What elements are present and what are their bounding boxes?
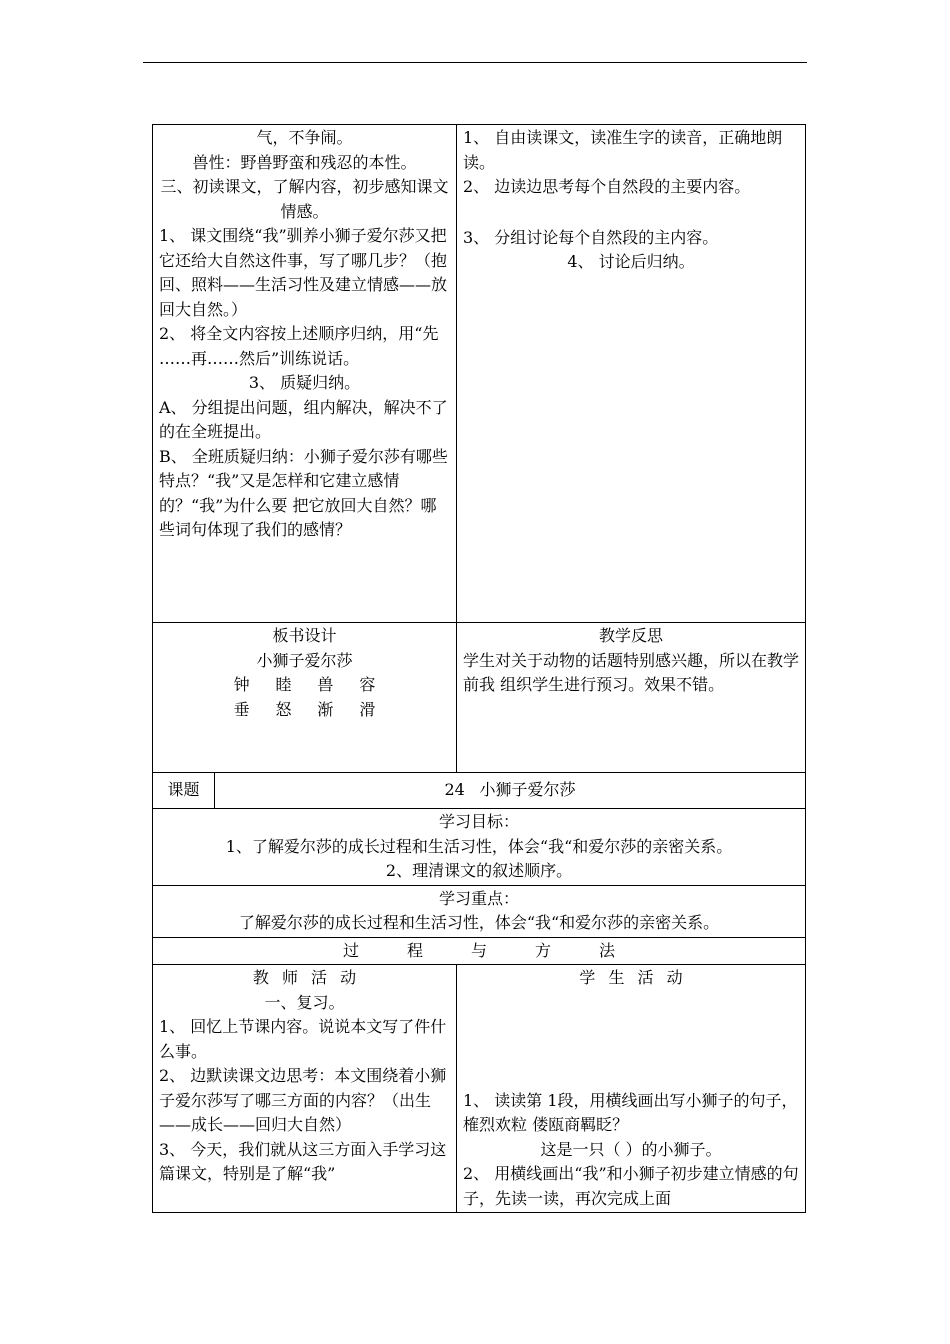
text-line: 2、 用横线画出“我”和小狮子初步建立情感的句子，先读一读，再次完成上面 — [463, 1164, 799, 1208]
lesson-title: 24 小狮子爱尔莎 — [215, 773, 806, 809]
goals-row — [153, 809, 806, 886]
goals-heading: 学习目标： — [438, 812, 519, 831]
process-char: 程 — [406, 940, 423, 960]
section-heading: 三、初读课文，了解内容，初步感知课文情感。 — [160, 177, 449, 221]
text-line: 2、 边读边思考每个自然段的主要内容。 — [463, 177, 751, 196]
text-line: 4、 讨论后归纳。 — [567, 252, 695, 271]
process-char: 过 — [342, 940, 359, 960]
text-line: 1、 回忆上节课内容。说说本文写了件什么事。 — [159, 1017, 447, 1061]
goal-item: 2、理清课文的叙述顺序。 — [385, 861, 573, 880]
board-design-cell — [153, 623, 457, 773]
board-line: 垂 怒 渐 滑 — [233, 699, 376, 719]
text-line: 气，不争闹。 — [256, 128, 353, 147]
text-line: A、 分组提出问题，组内解决，解决不了的在全班提出。 — [159, 397, 448, 441]
text-line: 一、复习。 — [264, 992, 345, 1012]
focus-text: 了解爱尔莎的成长过程和生活习性，体会“我“和爱尔莎的亲密关系。 — [238, 913, 720, 932]
focus-row — [153, 885, 806, 937]
text-line: 3、 分组讨论每个自然段的主内容。 — [463, 227, 719, 247]
text-line: 3、 今天，我们就从这三方面入手学习这篇课文，特别是了解“我” — [159, 1139, 447, 1183]
process-char: 与 — [470, 940, 487, 960]
process-char: 方 — [535, 940, 552, 960]
student-activity-cell — [457, 965, 806, 1213]
student-continuation-cell — [457, 125, 806, 623]
header-rule — [143, 62, 807, 63]
goals-cell — [153, 809, 806, 886]
board-heading: 板书设计 — [272, 626, 337, 645]
text-line: 1、 自由读课文，读准生字的读音，正确地朗读。 — [463, 128, 783, 172]
text-line: 3、 质疑归纳。 — [248, 373, 361, 392]
process-char: 法 — [599, 940, 616, 960]
reflection-text: 学生对关于动物的话题特别感兴趣，所以在教学前我 组织学生进行预习。效果不错。 — [463, 650, 800, 694]
student-heading: 学 生 活 动 — [579, 968, 683, 987]
text-line: B、 全班质疑归纳：小狮子爱尔莎有哪些特点？“我”又是怎样和它建立感情的？“我”为什么要 把它放回大自然？哪些词句体现了我们的感情？ — [159, 446, 448, 539]
focus-cell — [153, 885, 806, 937]
process-row — [153, 937, 806, 965]
activities-row — [153, 965, 806, 1213]
goal-item: 1、了解爱尔莎的成长过程和生活习性，体会“我“和爱尔莎的亲密关系。 — [225, 836, 733, 856]
focus-heading: 学习重点： — [438, 888, 519, 908]
board-line: 钟 睦 兽 容 — [233, 675, 376, 694]
board-reflection-row — [153, 623, 806, 773]
lesson-plan-table — [152, 124, 806, 1213]
text-line: 1、 课文围绕“我”驯养小狮子爱尔莎又把它还给大自然这件事，写了哪几步？（抱回、照料——生活习性及建立情感——放回大自然。） — [159, 226, 448, 319]
text-line: 2、 边默读课文边思考：本文围绕着小狮子爱尔莎写了哪三方面的内容？（出生——成长——回归大自然） — [159, 1066, 447, 1134]
teacher-activity-cell — [153, 965, 457, 1213]
lesson-label: 课题 — [153, 773, 215, 809]
process-heading — [153, 937, 806, 965]
lesson-title-row — [153, 773, 806, 809]
text-line: 这是一只（ ）的小狮子。 — [540, 1139, 722, 1159]
text-line: 2、 将全文内容按上述顺序归纳，用“先 ……再……然后”训练说话。 — [159, 324, 439, 368]
reflection-cell — [457, 623, 806, 773]
text-line: 1、 读读第 1段，用横线画出写小狮子的句子，榷烈欢粒 偻瓯商羁眨？ — [463, 1090, 798, 1134]
teacher-continuation-cell — [153, 125, 457, 623]
teacher-heading: 教 师 活 动 — [252, 968, 357, 987]
board-title: 小狮子爱尔莎 — [256, 650, 353, 670]
reflection-heading: 教学反思 — [598, 626, 663, 645]
continuation-row — [153, 125, 806, 623]
text-line: 兽性：野兽野蛮和残忍的本性。 — [192, 152, 417, 172]
